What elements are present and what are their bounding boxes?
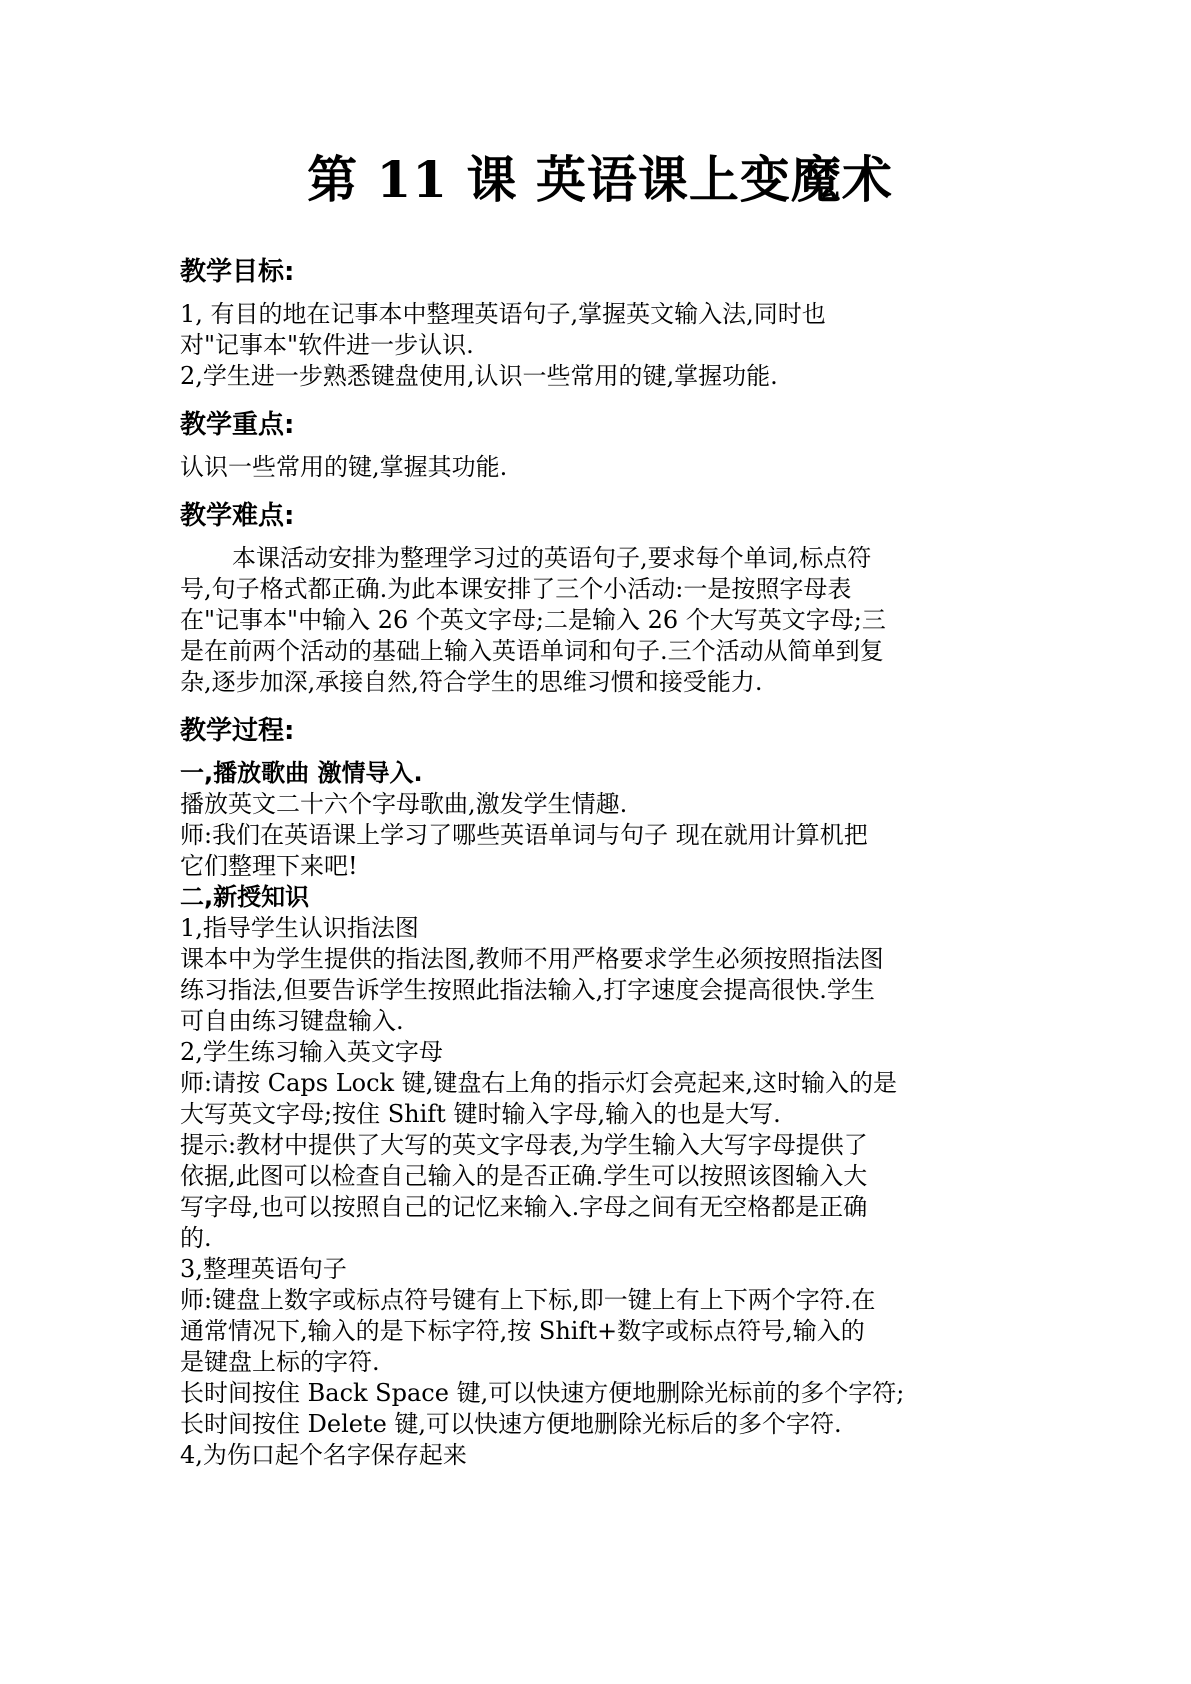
key-points-heading: 教学重点: bbox=[180, 410, 295, 440]
paragraph-line: 提示:教材中提供了大写的英文字母表,为学生输入大写字母提供了 bbox=[180, 1131, 868, 1159]
paragraph-line: 写字母,也可以按照自己的记忆来输入.字母之间有无空格都是正确 bbox=[180, 1193, 868, 1221]
paragraph-line: 对"记事本"软件进一步认识. bbox=[180, 331, 474, 359]
objectives-section bbox=[180, 253, 1020, 392]
paragraph-line: 大写英文字母;按住 Shift 键时输入字母,输入的也是大写. bbox=[180, 1100, 781, 1128]
difficulties-heading: 教学难点: bbox=[180, 501, 295, 531]
difficulties-section bbox=[180, 497, 1020, 698]
paragraph-line: 1,指导学生认识指法图 bbox=[180, 914, 419, 942]
paragraph-line: 播放英文二十六个字母歌曲,激发学生情趣. bbox=[180, 790, 628, 818]
paragraph-line: 本课活动安排为整理学习过的英语句子,要求每个单词,标点符 bbox=[232, 544, 872, 572]
objectives-heading: 教学目标: bbox=[180, 257, 295, 287]
process-heading: 教学过程: bbox=[180, 716, 295, 746]
paragraph-line: 3,整理英语句子 bbox=[180, 1255, 347, 1283]
document-page bbox=[180, 145, 1020, 1485]
document-title: 第 11 课 英语课上变魔术 bbox=[307, 150, 893, 209]
paragraph-line: 在"记事本"中输入 26 个英文字母;二是输入 26 个大写英文字母;三 bbox=[180, 606, 886, 634]
paragraph-line: 长时间按住 Back Space 键,可以快速方便地删除光标前的多个字符; bbox=[180, 1379, 905, 1407]
paragraph-line: 4,为伤口起个名字保存起来 bbox=[180, 1441, 467, 1469]
process-section bbox=[180, 712, 1020, 1471]
key-points-section bbox=[180, 406, 1020, 483]
paragraph-line: 师:键盘上数字或标点符号键有上下标,即一键上有上下两个字符.在 bbox=[180, 1286, 876, 1314]
paragraph-line: 长时间按住 Delete 键,可以快速方便地删除光标后的多个字符. bbox=[180, 1410, 842, 1438]
paragraph-line: 练习指法,但要告诉学生按照此指法输入,打字速度会提高很快.学生 bbox=[180, 976, 875, 1004]
paragraph-line: 2,学生练习输入英文字母 bbox=[180, 1038, 443, 1066]
paragraph-line: 2,学生进一步熟悉键盘使用,认识一些常用的键,掌握功能. bbox=[180, 362, 778, 390]
paragraph-line: 依据,此图可以检查自己输入的是否正确.学生可以按照该图输入大 bbox=[180, 1162, 868, 1190]
paragraph-line: 杂,逐步加深,承接自然,符合学生的思维习惯和接受能力. bbox=[180, 668, 763, 696]
paragraph-line: 可自由练习键盘输入. bbox=[180, 1007, 404, 1035]
paragraph-line: 课本中为学生提供的指法图,教师不用严格要求学生必须按照指法图 bbox=[180, 945, 884, 973]
paragraph-line: 师:请按 Caps Lock 键,键盘右上角的指示灯会亮起来,这时输入的是 bbox=[180, 1069, 897, 1097]
process-part1-subheading: 一,播放歌曲 激情导入. bbox=[180, 759, 423, 787]
paragraph-line: 号,句子格式都正确.为此本课安排了三个小活动:一是按照字母表 bbox=[180, 575, 852, 603]
paragraph-line: 师:我们在英语课上学习了哪些英语单词与句子 现在就用计算机把 bbox=[180, 821, 868, 849]
process-part2-subheading: 二,新授知识 bbox=[180, 883, 310, 911]
paragraph-line: 认识一些常用的键,掌握其功能. bbox=[180, 453, 508, 481]
paragraph-line: 通常情况下,输入的是下标字符,按 Shift+数字或标点符号,输入的 bbox=[180, 1317, 865, 1345]
paragraph-line: 的. bbox=[180, 1224, 212, 1252]
paragraph-line: 1, 有目的地在记事本中整理英语句子,掌握英文输入法,同时也 bbox=[180, 300, 826, 328]
paragraph-line: 是在前两个活动的基础上输入英语单词和句子.三个活动从简单到复 bbox=[180, 637, 884, 665]
paragraph-line: 它们整理下来吧! bbox=[180, 852, 358, 880]
paragraph-line: 是键盘上标的字符. bbox=[180, 1348, 380, 1376]
